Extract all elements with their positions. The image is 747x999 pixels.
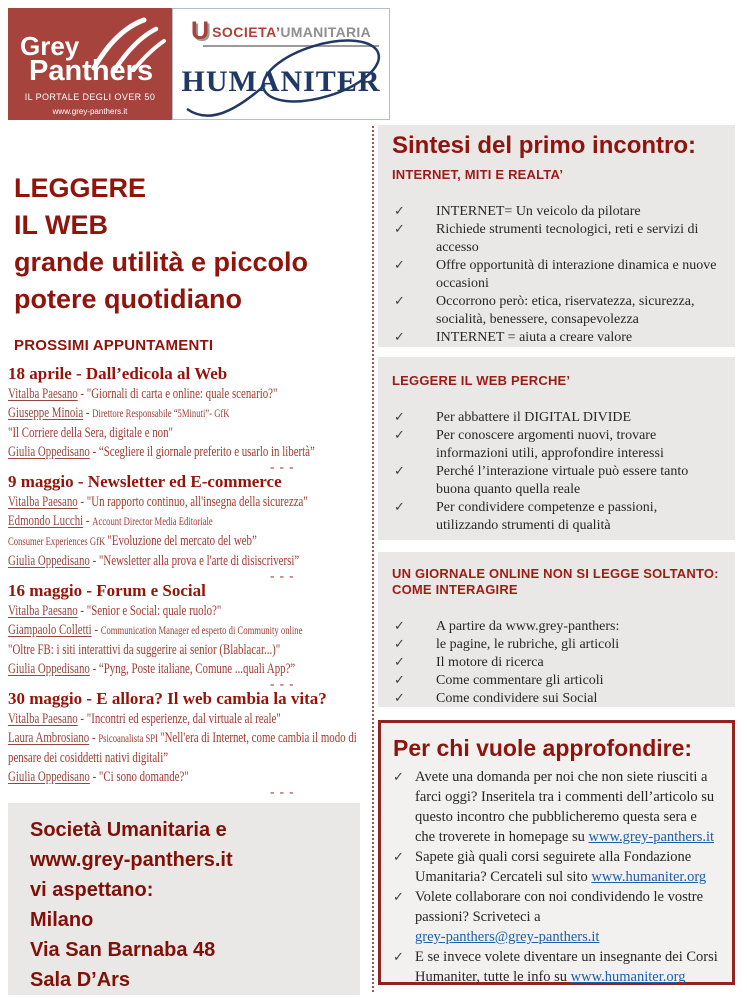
check-icon: ✓ (394, 222, 405, 237)
event-line (8, 443, 372, 462)
check-icon: ✓ (393, 890, 404, 905)
event-block (8, 581, 370, 689)
event-line (8, 512, 372, 532)
event-line (8, 404, 372, 424)
event-title: 30 maggio - E allora? Il web cambia la vita? (8, 689, 327, 708)
item-text: Occorrono però: etica, riservatezza, sicurezza, socialità, benessere, consapevolezza (436, 294, 695, 327)
item-text: Sapete già quali corsi seguirete alla Fondazione Umanitaria? Cercateli sul sito (415, 849, 692, 885)
check-icon: ✓ (394, 410, 405, 425)
check-icon: ✓ (393, 950, 404, 965)
speaker-name: Giulia Oppedisano (8, 444, 90, 460)
event-line (8, 729, 372, 768)
title-line: potere quotidiano (14, 284, 242, 314)
speaker-name: Giulia Oppedisano (8, 553, 90, 569)
dash: - (77, 603, 87, 619)
title-line: IL WEB (14, 210, 108, 240)
check-icon: ✓ (394, 673, 405, 688)
event-title: 16 maggio - Forum e Social (8, 581, 206, 600)
list-item (392, 409, 721, 427)
list-item (392, 329, 721, 347)
check-icon: ✓ (393, 850, 404, 865)
title-line: LEGGERE (14, 173, 147, 203)
list-item (392, 257, 721, 293)
item-text: Richiede strumenti tecnologici, reti e servizi di accesso (436, 222, 699, 255)
dash: - (89, 769, 99, 785)
dash: - (89, 730, 99, 746)
title-line: grande utilità e piccolo (14, 247, 309, 277)
item-text: Come condividere sui Social (436, 691, 598, 706)
talk-quote: "Evoluzione del mercato del web” (107, 533, 257, 549)
item-text: Per conoscere argomenti nuovi, trovare informazioni utili, approfondire interessi (436, 428, 664, 461)
list-item (392, 499, 721, 535)
event-line (8, 602, 372, 621)
list-item (393, 887, 720, 947)
speaker-name: Giulia Oppedisano (8, 769, 90, 785)
check-icon: ✓ (394, 500, 405, 515)
grey-panthers-url: www.grey-panthers.it (52, 107, 128, 116)
venue-line: vi aspettano: (30, 879, 154, 901)
speaker-name: Vitalba Paesano (8, 494, 78, 510)
speaker-role: Account Director Media Editoriale (92, 516, 213, 528)
page-title (14, 170, 308, 318)
event-block (8, 689, 370, 797)
check-icon: ✓ (393, 770, 404, 785)
link-humaniter[interactable]: www.humaniter.org (570, 969, 686, 985)
interact-heading: UN GIORNALE ONLINE NON SI LEGGE SOLTANTO: COME INTERAGIRE (392, 566, 719, 597)
item-text: Per condividere competenze e passioni, utilizzando strumenti di qualità (436, 500, 658, 533)
speaker-role: Psicoanalista SPI (98, 733, 161, 745)
item-text: le pagine, le rubriche, gli articoli (436, 637, 620, 652)
event-title: 9 maggio - Newsletter ed E-commerce (8, 472, 282, 491)
humaniter-logo (172, 8, 390, 120)
check-icon: ✓ (394, 619, 405, 634)
list-item (393, 767, 720, 847)
venue-line: www.grey-panthers.it (30, 849, 233, 871)
dash: - (83, 513, 93, 529)
event-block (8, 364, 370, 472)
venue-box (8, 803, 360, 995)
summary-list (392, 203, 721, 347)
link-humaniter[interactable]: www.humaniter.org (591, 869, 707, 885)
column-divider (372, 126, 374, 992)
list-item (392, 636, 721, 654)
talk-quote: “Pyng, Poste italiane, Comune ...quali App?” (98, 661, 296, 677)
check-icon: ✓ (394, 637, 405, 652)
talk-quote: "Newsletter alla prova e l'arte di disiscriversi” (98, 553, 300, 569)
list-item (392, 293, 721, 329)
talk-quote: "Giornali di carta e online: quale scenario?" (86, 386, 278, 402)
talk-quote: "Un rapporto continuo, all'insegna della sicurezza" (86, 494, 308, 510)
umanitaria-society: SOCIETA’ (212, 24, 281, 40)
list-item (392, 672, 721, 690)
event-separator: - - - (270, 784, 295, 799)
speaker-role: Consumer Experiences GfK (8, 536, 108, 548)
interact-box (378, 552, 735, 707)
grey-panthers-name (20, 31, 154, 87)
talk-quote: "Incontri ed esperienze, dal virtuale al reale" (86, 711, 281, 727)
list-item (392, 203, 721, 221)
humaniter-brand: HUMANITER (181, 65, 381, 98)
item-text: Per abbattere il DIGITAL DIVIDE (436, 410, 632, 425)
talk-quote: "Il Corriere della Sera, digitale e non" (8, 425, 173, 441)
dash: - (77, 711, 87, 727)
item-text: Offre opportunità di interazione dinamica e nuove occasioni (436, 258, 717, 291)
check-icon: ✓ (394, 204, 405, 219)
event-separator: - - - (270, 459, 295, 474)
list-item (392, 618, 721, 636)
event-line (8, 660, 372, 679)
item-text: A partire da www.grey-panthers: (436, 619, 620, 634)
list-item (393, 847, 720, 887)
summary-heading: INTERNET, MITI E REALTA’ (392, 167, 564, 182)
speaker-name: Edmondo Lucchi (8, 513, 84, 529)
list-item (392, 427, 721, 463)
speaker-name: Vitalba Paesano (8, 603, 78, 619)
list-item (393, 947, 720, 987)
item-text: INTERNET= Un veicolo da pilotare (436, 204, 641, 219)
grey-panthers-name-top: Grey (20, 31, 80, 61)
list-item (392, 690, 721, 708)
grey-panthers-logo (8, 8, 172, 120)
dash: - (77, 386, 87, 402)
venue-line: Via San Barnaba 48 (30, 939, 216, 961)
talk-quote: "Ci sono domande?" (98, 769, 189, 785)
check-icon: ✓ (394, 655, 405, 670)
event-line (8, 552, 372, 571)
check-icon: ✓ (394, 428, 405, 443)
event-line (8, 385, 372, 404)
deepen-box (378, 720, 735, 985)
talk-quote: "Nell'era di Internet, come cambia il modo di pensare dei cosiddetti nativi digitali” (8, 730, 357, 766)
venue-line: Società Umanitaria e (30, 819, 227, 841)
list-item (392, 463, 721, 499)
check-icon: ✓ (394, 258, 405, 273)
event-title: 18 aprile - Dall’edicola al Web (8, 364, 228, 383)
deepen-list (393, 767, 720, 987)
speaker-name: Vitalba Paesano (8, 386, 78, 402)
speaker-name: Laura Ambrosiano (8, 730, 90, 746)
why-read-box (378, 357, 735, 540)
dash: - (91, 622, 101, 638)
link-grey-panthers[interactable]: www.grey-panthers.it (588, 829, 715, 845)
umanitaria-monogram-icon: U (191, 17, 210, 45)
dash: - (83, 405, 93, 421)
check-icon: ✓ (394, 294, 405, 309)
event-line (8, 493, 372, 512)
why-read-list (392, 409, 721, 535)
talk-quote: "Oltre FB: i siti interattivi da suggerire ai senior (Blablacar...)" (8, 642, 281, 658)
dash: - (89, 444, 99, 460)
venue-line: Sala D’Ars (30, 969, 131, 991)
check-icon: ✓ (394, 464, 405, 479)
event-line (8, 621, 372, 641)
summary-title: Sintesi del primo incontro: (392, 132, 697, 159)
venue-line: Milano (30, 909, 94, 931)
talk-quote: “Scegliere il giornale preferito e usarlo in libertà” (98, 444, 315, 460)
speaker-role: Direttore Responsabile “5Minuti”- GfK (92, 408, 230, 420)
event-line (8, 424, 372, 443)
event-line (8, 532, 372, 552)
item-text: Come commentare gli articoli (436, 673, 604, 688)
speaker-name: Vitalba Paesano (8, 711, 78, 727)
item-text: INTERNET = aiuta a creare valore (436, 330, 633, 345)
speaker-name: Giampaolo Colletti (8, 622, 92, 638)
check-icon: ✓ (394, 691, 405, 706)
summary-box (378, 125, 735, 347)
link-email[interactable]: grey-panthers@grey-panthers.it (415, 929, 600, 945)
swirl-icon (173, 9, 389, 119)
umanitaria-name: UMANITARIA (280, 24, 371, 40)
appointments-heading: PROSSIMI APPUNTAMENTI (14, 337, 214, 354)
grey-panthers-tagline: IL PORTALE DEGLI OVER 50 (24, 92, 156, 102)
event-separator: - - - (270, 676, 295, 691)
event-line (8, 641, 372, 660)
talk-quote: "Senior e Social: quale ruolo?" (86, 603, 222, 619)
speaker-name: Giuseppe Minoia (8, 405, 84, 421)
item-text: Perché l’interazione virtuale può essere tanto buona quanto quella reale (436, 464, 689, 497)
event-line (8, 768, 372, 787)
header-logos (8, 8, 390, 120)
why-read-heading: LEGGERE IL WEB PERCHE’ (392, 373, 571, 388)
grey-panthers-name-bottom: Panthers (29, 55, 154, 87)
item-text: Il motore di ricerca (436, 655, 544, 670)
speaker-role: Communication Manager ed esperto di Community online (100, 625, 303, 637)
item-text: Avete una domanda per noi che non siete riusciti a farci oggi? Inseritela tra i commenti dell’articolo su questo incontro che pubblicheremo questa sera e che troverete in homepage su (415, 769, 715, 845)
check-icon: ✓ (394, 330, 405, 345)
events-list (8, 364, 370, 797)
dash: - (77, 494, 87, 510)
item-text: Volete collaborare con noi condividendo le vostre passioni? Scriveteci a (415, 889, 704, 925)
interact-list (392, 618, 721, 708)
deepen-title: Per chi vuole approfondire: (393, 735, 693, 761)
event-separator: - - - (270, 568, 295, 583)
dash: - (89, 661, 99, 677)
item-text: E se invece volete diventare un insegnante dei Corsi Humaniter, tutte le info su (415, 949, 718, 985)
dash: - (89, 553, 99, 569)
event-line (8, 710, 372, 729)
event-block (8, 472, 370, 581)
list-item (392, 221, 721, 257)
speaker-name: Giulia Oppedisano (8, 661, 90, 677)
list-item (392, 654, 721, 672)
